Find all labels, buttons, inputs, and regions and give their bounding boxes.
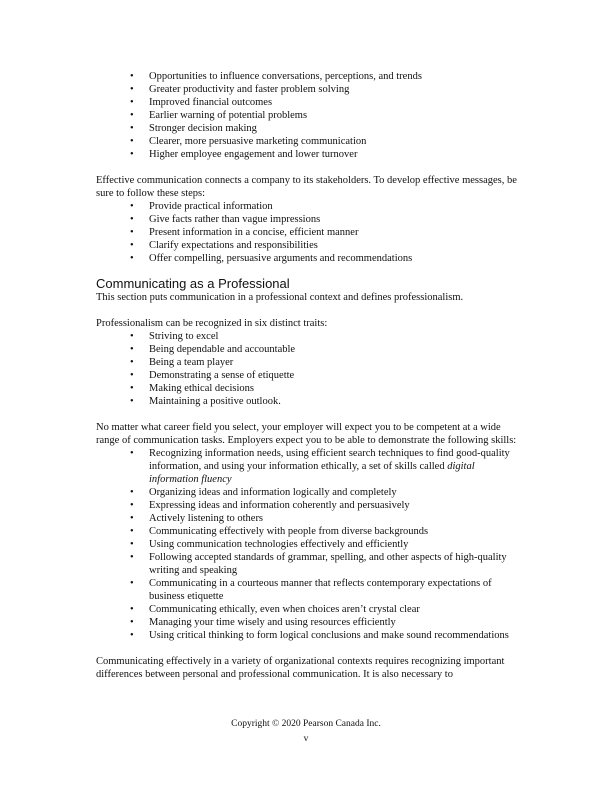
page-number: v: [303, 734, 309, 744]
list-item: • Demonstrating a sense of etiquette: [96, 369, 526, 382]
section-intro-paragraph: This section puts communication in a professional context and defines professionalism.: [96, 292, 464, 303]
skills-intro-paragraph: No matter what career field you select, your employer will expect you to be competent at a wide range of communication tasks. Employers expect you to be able to demonstrate the following skills:: [96, 422, 517, 446]
list-item: • Using critical thinking to form logical conclusions and make sound recommendations: [96, 629, 526, 642]
list-item: • Managing your time wisely and using resources efficiently: [96, 616, 526, 629]
list-item: • Greater productivity and faster problem solving: [96, 83, 526, 96]
list-item: • Opportunities to influence conversations, perceptions, and trends: [96, 70, 526, 83]
list-item: [96, 447, 526, 486]
list-item: • Communicating in a courteous manner that reflects contemporary expectations of business etiquette: [96, 577, 526, 603]
list-item: • Organizing ideas and information logically and completely: [96, 486, 526, 499]
list-item: • Stronger decision making: [96, 122, 526, 135]
stakeholders-paragraph: Effective communication connects a company to its stakeholders. To develop effective messages, be sure to follow these steps:: [96, 175, 517, 199]
list-item: • Give facts rather than vague impressions: [96, 213, 526, 226]
list-item: • Making ethical decisions: [96, 382, 526, 395]
spacer: [96, 161, 526, 174]
list-item: • Improved financial outcomes: [96, 96, 526, 109]
list-item: • Clarify expectations and responsibilities: [96, 239, 526, 252]
skill-term: digital information fluency: [149, 461, 475, 485]
list-item: • Being dependable and accountable: [96, 343, 526, 356]
benefits-list: [96, 70, 526, 161]
list-item: • Clearer, more persuasive marketing communication: [96, 135, 526, 148]
list-item: • Being a team player: [96, 356, 526, 369]
copyright-footer: Copyright © 2020 Pearson Canada Inc.: [231, 719, 381, 729]
closing-paragraph: Communicating effectively in a variety of organizational contexts requires recognizing important differences between personal and professional communication. It is also necessary to: [96, 656, 505, 680]
list-item: • Actively listening to others: [96, 512, 526, 525]
list-item: • Earlier warning of potential problems: [96, 109, 526, 122]
list-item: • Following accepted standards of grammar, spelling, and other aspects of high-quality writing and speaking: [96, 551, 526, 577]
list-item: • Maintaining a positive outlook.: [96, 395, 526, 408]
list-item: • Provide practical information: [96, 200, 526, 213]
spacer: [96, 265, 526, 275]
document-page: [96, 70, 526, 681]
spacer: [96, 408, 526, 421]
list-item: • Present information in a concise, efficient manner: [96, 226, 526, 239]
spacer: [96, 642, 526, 655]
traits-intro-paragraph: Professionalism can be recognized in six distinct traits:: [96, 318, 328, 329]
list-item: • Striving to excel: [96, 330, 526, 343]
list-item: • Expressing ideas and information coherently and persuasively: [96, 499, 526, 512]
section-heading: Communicating as a Professional: [96, 276, 290, 291]
list-item: • Communicating effectively with people from diverse backgrounds: [96, 525, 526, 538]
list-item: • Offer compelling, persuasive arguments and recommendations: [96, 252, 526, 265]
list-item: • Higher employee engagement and lower turnover: [96, 148, 526, 161]
steps-list: [96, 200, 526, 265]
list-item: • Communicating ethically, even when choices aren’t crystal clear: [96, 603, 526, 616]
skill-text: Recognizing information needs, using efficient search techniques to find good-quality information, and using your information ethically, a set of skills called: [149, 448, 510, 472]
list-item: • Using communication technologies effectively and efficiently: [96, 538, 526, 551]
skills-list: [96, 447, 526, 642]
traits-list: [96, 330, 526, 408]
spacer: [96, 304, 526, 317]
